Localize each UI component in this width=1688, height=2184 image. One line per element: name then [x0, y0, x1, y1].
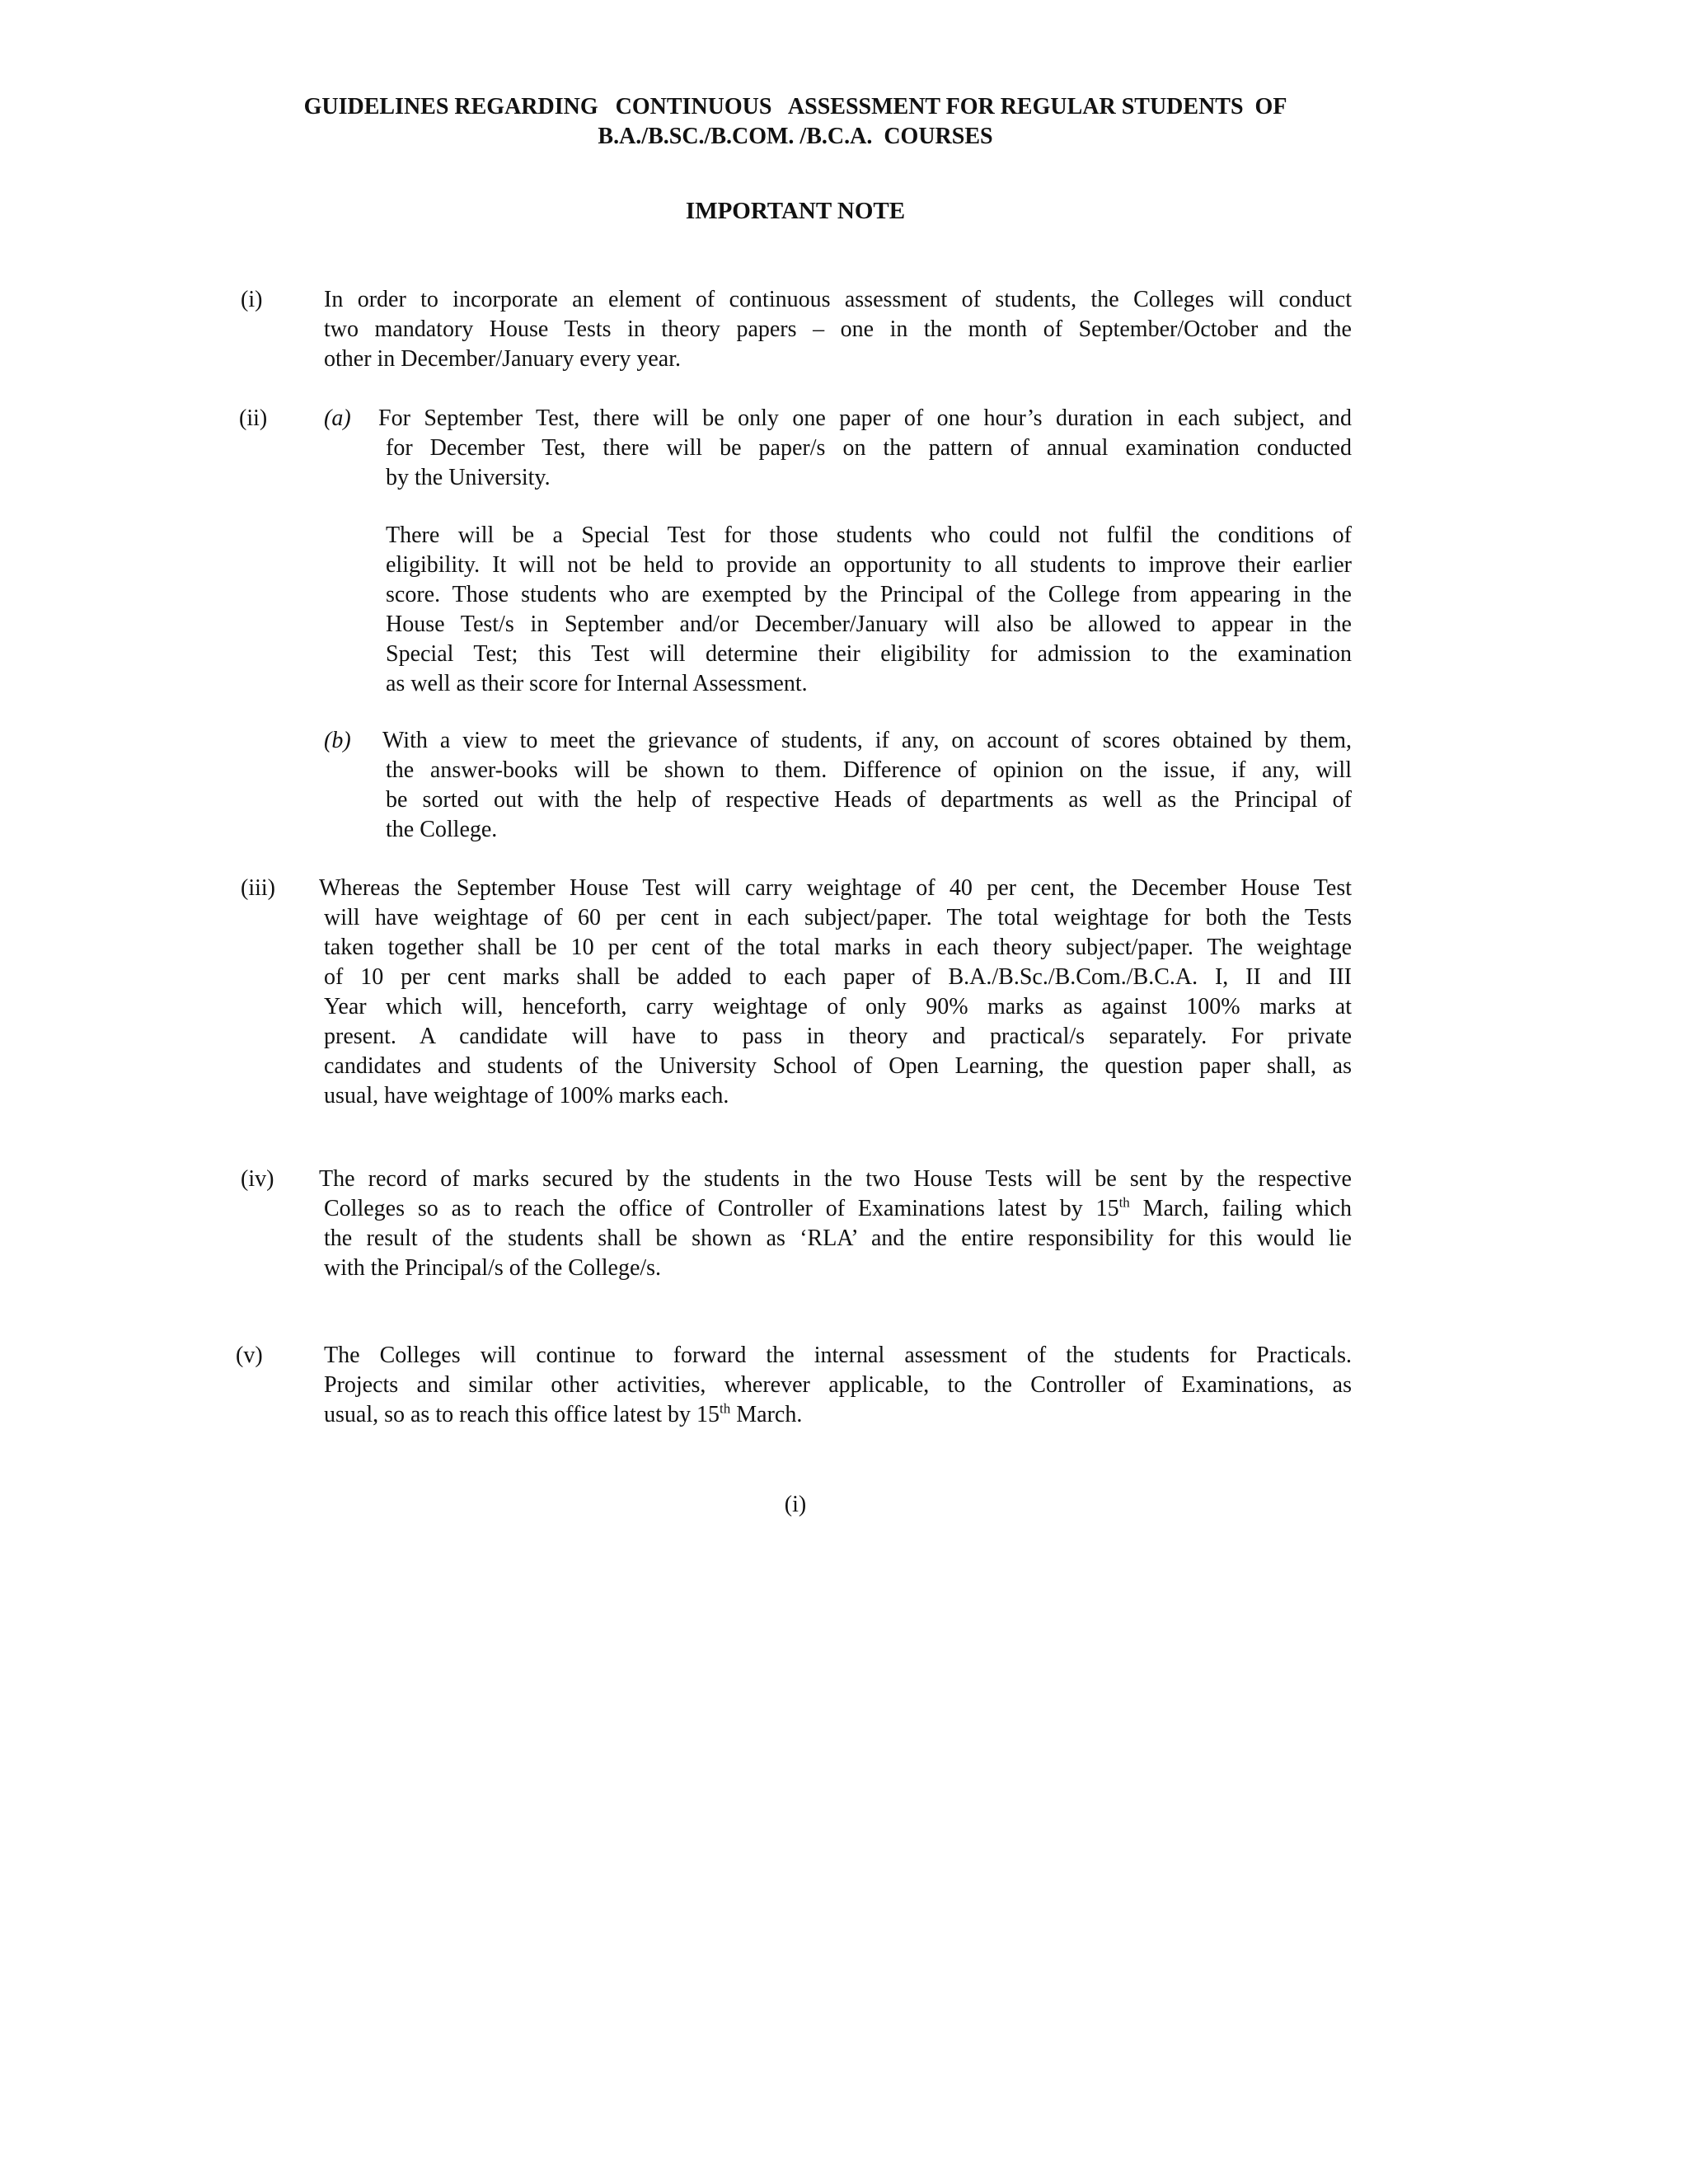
item-ii-special-test-paragraph [386, 521, 1352, 699]
document-title-line2: B.A./B.SC./B.COM. /B.C.A. COURSES [598, 124, 993, 149]
special-test-line: score. Those students who are exempted by the Principal of the College from appearing in the [386, 582, 1352, 607]
item-iii-line: candidates and students of the University School of Open Learning, the question paper shall, as [324, 1053, 1352, 1079]
item-iii-paragraph [324, 903, 1352, 1111]
item-ii-sub-b-line: the answer-books will be shown to them. Difference of opinion on the issue, if any, will [386, 757, 1352, 783]
item-iv-line: with the Principal/s of the College/s. [324, 1255, 662, 1281]
item-ii-sub-a-paragraph [386, 434, 1352, 493]
item-number-iv: (iv) [241, 1166, 274, 1192]
item-ii-sub-a-first-line: For September Test, there will be only one paper of one hour’s duration in each subject, and [378, 405, 1352, 431]
item-v-line: The Colleges will continue to forward the internal assessment of the students for Practicals. [324, 1343, 1352, 1368]
item-ii-sub-b-paragraph [386, 756, 1352, 845]
item-iii-line: present. A candidate will have to pass in theory and practical/s separately. For private [324, 1024, 1352, 1049]
item-iii-line: usual, have weightage of 100% marks each. [324, 1083, 729, 1108]
item-i-line: two mandatory House Tests in theory papers – one in the month of September/October and the [324, 316, 1352, 342]
item-iii-first-line: Whereas the September House Test will carry weightage of 40 per cent, the December House Test [319, 875, 1352, 901]
item-iii-line: will have weightage of 60 per cent in each subject/paper. The total weightage for both the Tests [324, 905, 1352, 930]
item-iv-line-with-date: Colleges so as to reach the office of Controller of Examinations latest by 15th March, failing which [324, 1194, 1352, 1221]
item-iv-paragraph [324, 1194, 1352, 1283]
item-v-line: Projects and similar other activities, wherever applicable, to the Controller of Examinations, as [324, 1372, 1352, 1398]
document-title-line1: GUIDELINES REGARDING CONTINUOUS ASSESSMENT FOR REGULAR STUDENTS OF [303, 94, 1287, 120]
item-v-line-with-date: usual, so as to reach this office latest by 15th March. [324, 1400, 803, 1427]
item-i-line: other in December/January every year. [324, 346, 682, 372]
special-test-line: Special Test; this Test will determine their eligibility for admission to the examination [386, 641, 1352, 667]
item-ii-sub-a-line: for December Test, there will be paper/s on the pattern of annual examination conducted [386, 435, 1352, 461]
item-number-iii: (iii) [241, 875, 275, 901]
item-ii-sub-a-label: (a) [324, 405, 351, 431]
important-note-heading: IMPORTANT NOTE [685, 198, 906, 224]
item-i-paragraph [324, 285, 1352, 374]
item-i-line: In order to incorporate an element of continuous assessment of students, the Colleges will conduct [324, 287, 1352, 312]
item-iii-line: Year which will, henceforth, carry weightage of only 90% marks as against 100% marks at [324, 994, 1352, 1019]
item-ii-sub-b-label: (b) [324, 728, 351, 753]
item-iv-first-line: The record of marks secured by the students in the two House Tests will be sent by the respective [319, 1166, 1352, 1192]
item-number-i: (i) [241, 287, 263, 312]
item-iii-line: taken together shall be 10 per cent of the total marks in each theory subject/paper. The weightage [324, 935, 1352, 960]
item-v-paragraph [324, 1341, 1352, 1430]
item-ii-sub-b-line: be sorted out with the help of respective Heads of departments as well as the Principal of [386, 787, 1352, 813]
page-number: (i) [784, 1492, 807, 1517]
item-number-ii: (ii) [239, 405, 268, 431]
special-test-line: eligibility. It will not be held to provide an opportunity to all students to improve their earlier [386, 552, 1352, 578]
item-ii-sub-b-line: the College. [386, 817, 498, 842]
item-iii-line: of 10 per cent marks shall be added to each paper of B.A./B.Sc./B.Com./B.C.A. I, II and III [324, 964, 1352, 990]
special-test-line: There will be a Special Test for those students who could not fulfil the conditions of [386, 523, 1352, 548]
item-number-v: (v) [236, 1343, 263, 1368]
item-ii-sub-b-first-line: With a view to meet the grievance of students, if any, on account of scores obtained by them, [382, 728, 1352, 753]
special-test-line: as well as their score for Internal Assessment. [386, 671, 808, 696]
item-iv-line: the result of the students shall be shown as ‘RLA’ and the entire responsibility for this would lie [324, 1226, 1352, 1251]
item-ii-sub-a-line: by the University. [386, 465, 551, 490]
special-test-line: House Test/s in September and/or December/January will also be allowed to appear in the [386, 612, 1352, 637]
